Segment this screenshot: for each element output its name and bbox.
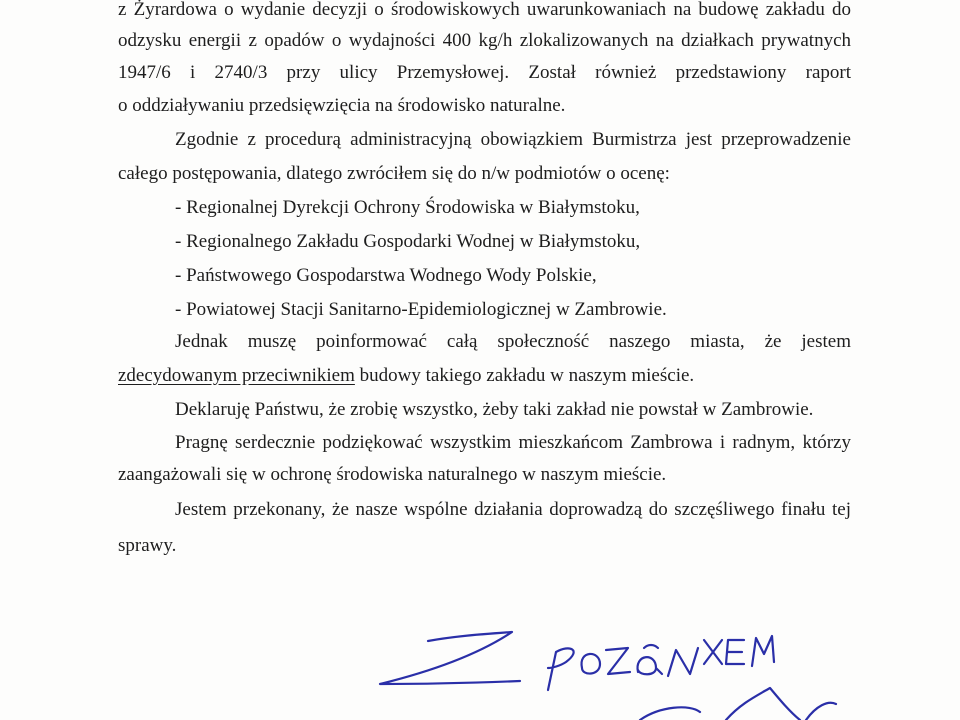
- paragraph-line: odzysku energii z opadów o wydajności 400 kg/h zlokalizowanych na działkach prywatnych: [118, 30, 851, 51]
- paragraph-line: zaangażowali się w ochronę środowiska naturalnego w naszym mieście.: [118, 464, 667, 485]
- paragraph-line: Zgodnie z procedurą administracyjną obowiązkiem Burmistrza jest przeprowadzenie: [175, 129, 851, 150]
- paragraph-line: sprawy.: [118, 535, 177, 556]
- paragraph-line: [118, 362, 851, 390]
- paragraph-line: z Żyrardowa o wydanie decyzji o środowiskowych uwarunkowaniach na budowę zakładu do: [118, 0, 851, 20]
- paragraph-line: Jestem przekonany, że nasze wspólne działania doprowadzą do szczęśliwego finału tej: [175, 499, 851, 520]
- list-item: - Regionalnej Dyrekcji Ochrony Środowiska w Białymstoku,: [175, 197, 640, 218]
- paragraph-line-rest: budowy takiego zakładu w naszym mieście.: [359, 365, 695, 386]
- list-item: - Powiatowej Stacji Sanitarno-Epidemiologicznej w Zambrowie.: [175, 299, 667, 320]
- paragraph-line: 1947/6 i 2740/3 przy ulicy Przemysłowej. Został również przedstawiony raport: [118, 62, 851, 83]
- paragraph-line: Jednak muszę poinformować całą społeczność naszego miasta, że jestem: [175, 331, 851, 352]
- list-item: - Państwowego Gospodarstwa Wodnego Wody Polskie,: [175, 265, 597, 286]
- paragraph-line: Deklaruję Państwu, że zrobię wszystko, żeby taki zakład nie powstał w Zambrowie.: [175, 399, 814, 420]
- underlined-phrase: zdecydowanym przeciwnikiem: [118, 365, 355, 386]
- paragraph-line: Pragnę serdecznie podziękować wszystkim mieszkańcom Zambrowa i radnym, którzy: [175, 432, 851, 453]
- paragraph-line: całego postępowania, dlatego zwróciłem się do n/w podmiotów o ocenę:: [118, 163, 670, 184]
- paragraph-line: o oddziaływaniu przedsięwzięcia na środowisko naturalne.: [118, 95, 566, 116]
- list-item: - Regionalnego Zakładu Gospodarki Wodnej w Białymstoku,: [175, 231, 641, 252]
